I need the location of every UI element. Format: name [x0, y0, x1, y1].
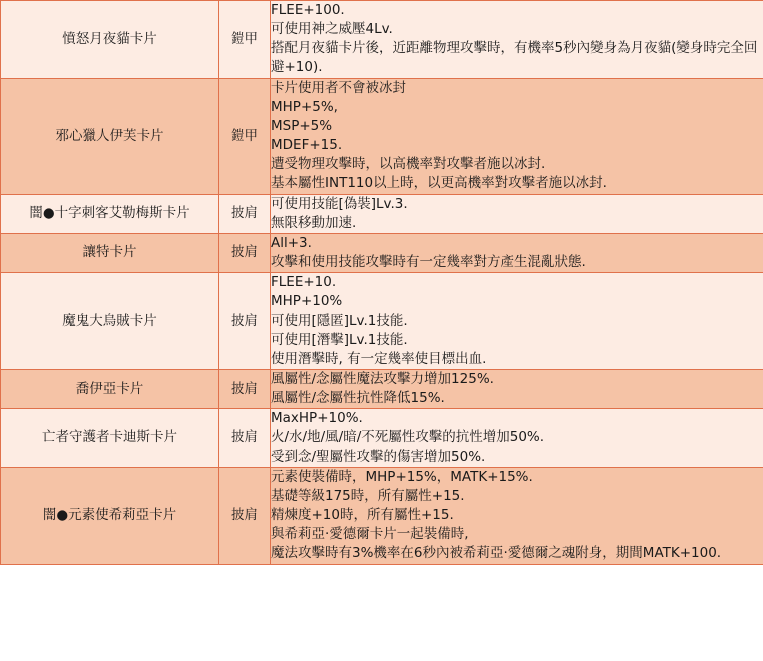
effect-line: MaxHP+10%. [271, 410, 363, 427]
effect-line: 基本屬性INT110以上時，以更高機率對攻擊者施以冰封. [271, 175, 607, 192]
card-name-cell: 讓特卡片 [1, 233, 219, 272]
effect-line: 風屬性/念屬性魔法攻擊力增加125%. [271, 370, 494, 387]
effect-line: MDEF+15. [271, 137, 343, 154]
effect-line: 使用潛擊時, 有一定幾率使目標出血. [271, 350, 487, 367]
card-table-body [1, 1, 763, 565]
effect-line: 遭受物理攻擊時，以高機率對攻擊者施以冰封. [271, 156, 546, 173]
card-name-cell: 喬伊亞卡片 [1, 369, 219, 408]
card-effect-cell [271, 233, 763, 272]
effect-line: All+3. [271, 234, 312, 251]
effect-line: 可使用技能[偽裝]Lv.3. [271, 195, 408, 212]
card-effect-cell [271, 1, 763, 79]
card-name-cell: 邪心獵人伊芙卡片 [1, 78, 219, 194]
table-row [1, 409, 763, 467]
card-name-cell: 魔鬼大烏賊卡片 [1, 273, 219, 370]
equip-slot-cell: 披肩 [219, 233, 271, 272]
effect-line: 火/水/地/風/暗/不死屬性攻擊的抗性增加50%. [271, 429, 545, 446]
effect-line: 與希莉亞·愛德爾卡片一起裝備時, [271, 526, 469, 543]
table-row [1, 194, 763, 233]
effect-line: 風屬性/念屬性抗性降低15%. [271, 390, 445, 407]
card-name-cell: 亡者守護者卡迪斯卡片 [1, 409, 219, 467]
effect-line: 卡片使用者不會被冰封 [271, 79, 406, 96]
card-name-cell: 闇●元素使希莉亞卡片 [1, 467, 219, 564]
effect-line: 元素使裝備時，MHP+15%，MATK+15%. [271, 468, 533, 485]
effect-line: 可使用[潛擊]Lv.1技能. [271, 331, 408, 348]
table-row [1, 273, 763, 370]
card-effect-cell [271, 273, 763, 370]
card-effect-cell [271, 369, 763, 408]
equip-slot-cell: 鎧甲 [219, 78, 271, 194]
card-effect-cell [271, 409, 763, 467]
effect-line: 可使用[隱匿]Lv.1技能. [271, 312, 408, 329]
equip-slot-cell: 披肩 [219, 467, 271, 564]
effect-line: 精煉度+10時，所有屬性+15. [271, 507, 454, 524]
equip-slot-cell: 披肩 [219, 194, 271, 233]
effect-line: 攻擊和使用技能攻擊時有一定幾率對方產生混亂狀態. [271, 254, 586, 271]
effect-line: MHP+5%, [271, 98, 338, 115]
effect-line: 基礎等級175時，所有屬性+15. [271, 487, 465, 504]
equip-slot-cell: 披肩 [219, 369, 271, 408]
card-name-cell: 憤怒月夜貓卡片 [1, 1, 219, 79]
effect-line: 魔法攻擊時有3%機率在6秒內被希莉亞·愛德爾之魂附身，期間MATK+100. [271, 545, 722, 562]
equip-slot-cell: 披肩 [219, 409, 271, 467]
effect-line: 可使用神之威壓4Lv. [271, 21, 393, 38]
card-effect-cell [271, 467, 763, 564]
card-name-cell: 闇●十字刺客艾勒梅斯卡片 [1, 194, 219, 233]
card-effect-cell [271, 194, 763, 233]
effect-line: MSP+5% [271, 117, 333, 134]
effect-line: FLEE+10. [271, 274, 337, 291]
equip-slot-cell: 鎧甲 [219, 1, 271, 79]
effect-line: FLEE+100. [271, 2, 345, 18]
table-row [1, 467, 763, 564]
effect-line: 受到念/聖屬性攻擊的傷害增加50%. [271, 448, 486, 465]
table-row [1, 369, 763, 408]
equip-slot-cell: 披肩 [219, 273, 271, 370]
table-row [1, 233, 763, 272]
card-effect-cell [271, 78, 763, 194]
effect-line: MHP+10% [271, 293, 343, 310]
table-row [1, 78, 763, 194]
effect-line: 搭配月夜貓卡片後，近距離物理攻擊時，有機率5秒內變身為月夜貓(變身時完全回避+10). [271, 40, 758, 76]
table-row [1, 1, 763, 79]
effect-line: 無限移動加速. [271, 214, 357, 231]
